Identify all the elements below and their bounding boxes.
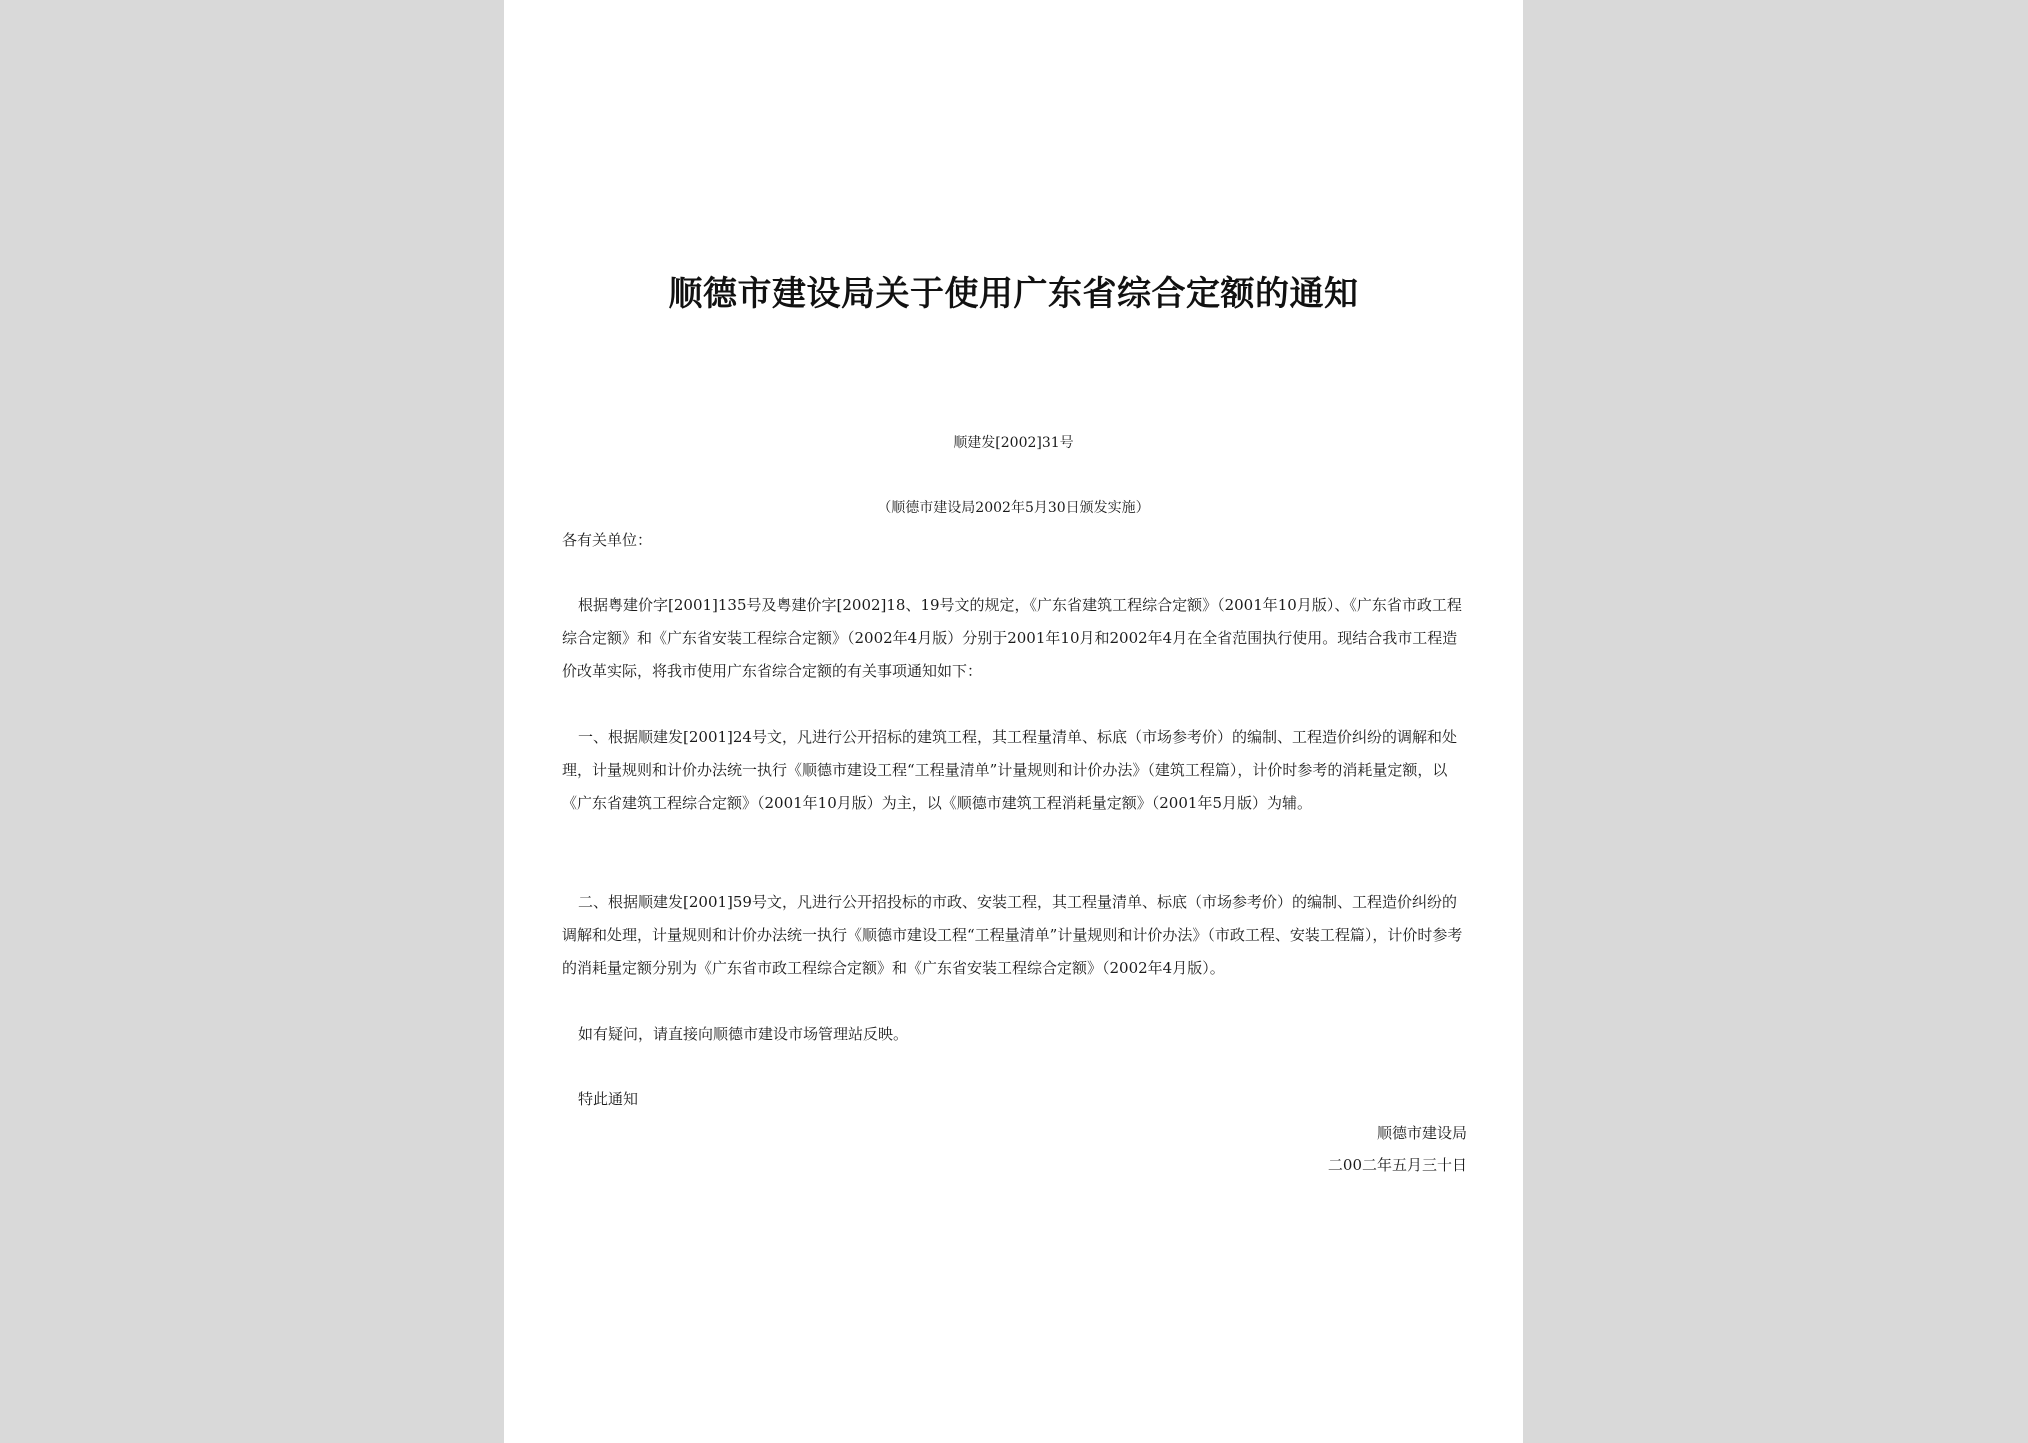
paragraph-item-one <box>562 721 1470 820</box>
paragraph-text: 根据粤建价字[2001]135号及粤建价字[2002]18、19号文的规定，《广东省建筑工程综合定额》（2001年10月版）、《广东省市政工程综合定额》和《广东省安装工程综合定额》（2002年4月版）分别于2001年10月和2002年4月在全省范围执行使用。现结合我市工程造价改革实际，将我市使用广东省综合定额的有关事项通知如下： <box>562 596 1462 680</box>
paragraph-text: 二、根据顺建发[2001]59号文，凡进行公开招投标的市政、安装工程，其工程量清单、标底（市场参考价）的编制、工程造价纠纷的调解和处理，计量规则和计价办法统一执行《顺德市建设工程“工程量清单”计量规则和计价办法》（市政工程、安装工程篇），计价时参考的消耗量定额分别为《广东省市政工程综合定额》和《广东省安装工程综合定额》（2002年4月版）。 <box>562 893 1463 977</box>
issue-note: （顺德市建设局2002年5月30日颁发实施） <box>877 500 1150 516</box>
paragraph-closing <box>562 1083 1470 1116</box>
salutation: 各有关单位： <box>562 531 653 549</box>
paragraph-item-two <box>562 886 1470 985</box>
paragraph-text: 一、根据顺建发[2001]24号文，凡进行公开招标的建筑工程，其工程量清单、标底（市场参考价）的编制、工程造价纠纷的调解和处理，计量规则和计价办法统一执行《顺德市建设工程“工程量清单”计量规则和计价办法》（建筑工程篇），计价时参考的消耗量定额，以《广东省建筑工程综合定额》（2001年10月版）为主，以《顺德市建筑工程消耗量定额》（2001年5月版）为辅。 <box>562 728 1457 812</box>
paragraph-inquiry <box>562 1018 1470 1051</box>
document-page <box>504 0 1523 1443</box>
paragraph-text: 特此通知 <box>578 1090 639 1108</box>
paragraph-text: 如有疑问，请直接向顺德市建设市场管理站反映。 <box>578 1025 909 1043</box>
signature-organization: 顺德市建设局 <box>1376 1124 1467 1142</box>
document-number: 顺建发[2002]31号 <box>953 435 1074 451</box>
document-title: 顺德市建设局关于使用广东省综合定额的通知 <box>668 274 1359 314</box>
paragraph-intro <box>562 589 1470 688</box>
signature-date: 二00二年五月三十日 <box>1327 1156 1467 1174</box>
